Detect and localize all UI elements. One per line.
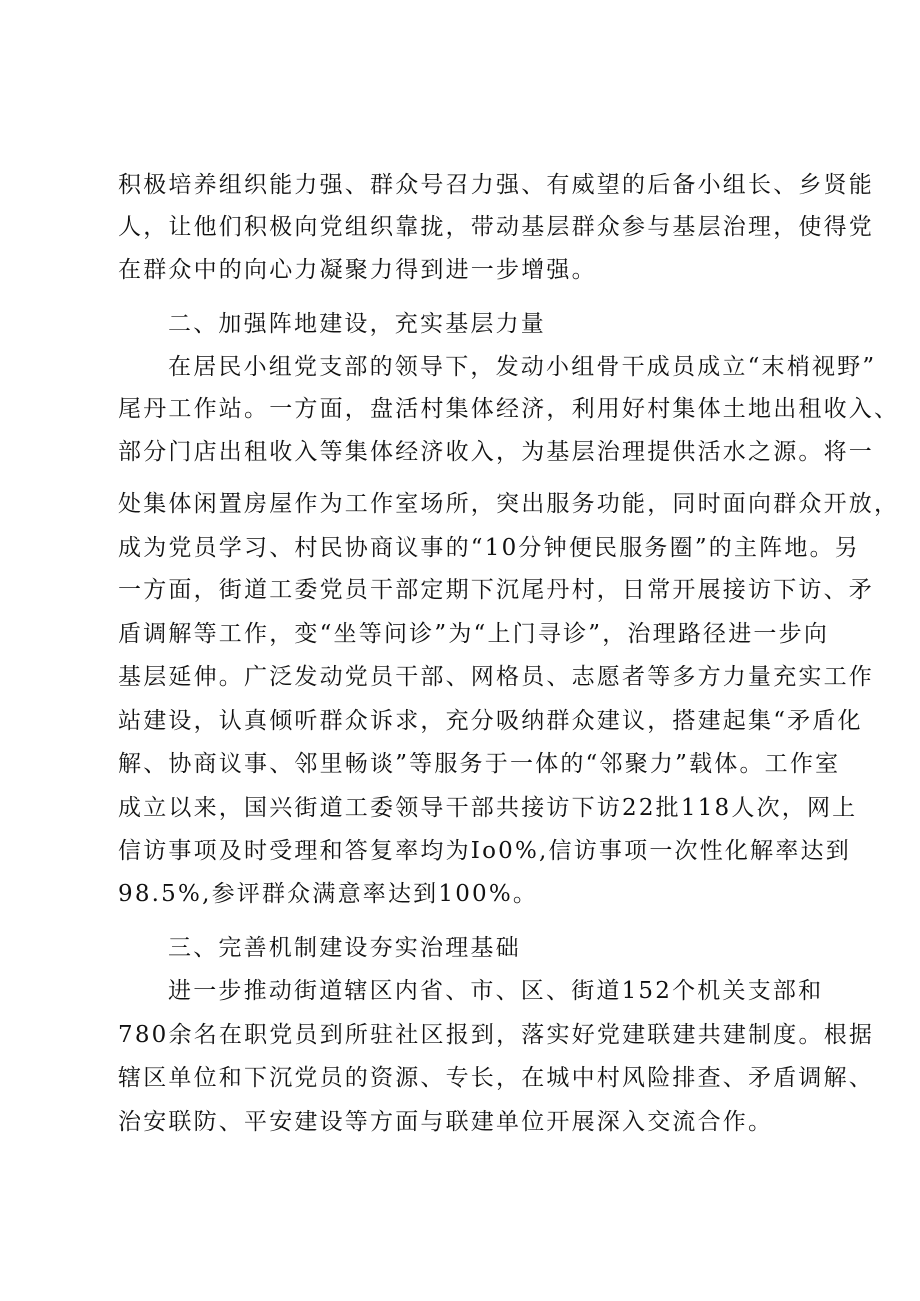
body-text-line: 一方面，街道工委党员干部定期下沉尾丹村，日常开展接访下访、矛 xyxy=(118,577,874,603)
body-text-line: 780余名在职党员到所驻社区报到，落实好党建联建共建制度。根据 xyxy=(118,1022,875,1048)
body-text-line: 进一步推动街道辖区内省、市、区、街道152个机关支部和 xyxy=(168,978,824,1004)
body-text-line: 在群众中的向心力凝聚力得到进一步增强。 xyxy=(118,257,597,283)
body-text-line: 盾调解等工作，变“坐等问诊”为“上门寻诊”，治理路径进一步向 xyxy=(118,621,830,647)
body-text-line: 解、协商议事、邻里畅谈”等服务于一体的“邻聚力”载体。工作室 xyxy=(118,751,841,777)
body-text-line: 成为党员学习、村民协商议事的“10分钟便民服务圈”的主阵地。另 xyxy=(118,535,860,561)
body-text-line: 处集体闲置房屋作为工作室场所，突出服务功能，同时面向群众开放， xyxy=(118,491,900,517)
section-heading: 三、完善机制建设夯实治理基础 xyxy=(168,935,521,961)
body-text-line: 基层延伸。广泛发动党员干部、网格员、志愿者等多方力量充实工作 xyxy=(118,664,874,690)
body-text-line: 人，让他们积极向党组织靠拢，带动基层群众参与基层治理，使得党 xyxy=(118,214,874,240)
body-text-line: 治安联防、平安建设等方面与联建单位开展深入交流合作。 xyxy=(118,1109,774,1135)
body-text-line: 尾丹工作站。一方面，盘活村集体经济，利用好村集体土地出租收入、 xyxy=(118,396,900,422)
body-text-line: 成立以来，国兴街道工委领导干部共接访下访22批118人次，网上 xyxy=(118,795,858,821)
body-text-line: 积极培养组织能力强、群众号召力强、有威望的后备小组长、乡贤能 xyxy=(118,172,874,198)
section-heading: 二、加强阵地建设，充实基层力量 xyxy=(168,311,546,337)
body-text-line: 98.5%,参评群众满意率达到100%。 xyxy=(118,881,539,907)
body-text-line: 辖区单位和下沉党员的资源、专长，在城中村风险排查、矛盾调解、 xyxy=(118,1065,874,1091)
body-text-line: 在居民小组党支部的领导下，发动小组骨干成员成立“末梢视野” xyxy=(168,354,877,380)
body-text-line: 信访事项及时受理和答复率均为Io0%,信访事项一次性化解率达到 xyxy=(118,838,851,864)
body-text-line: 部分门店出租收入等集体经济收入，为基层治理提供活水之源。将一 xyxy=(118,439,874,465)
body-text-line: 站建设，认真倾听群众诉求，充分吸纳群众建议，搭建起集“矛盾化 xyxy=(118,708,863,734)
